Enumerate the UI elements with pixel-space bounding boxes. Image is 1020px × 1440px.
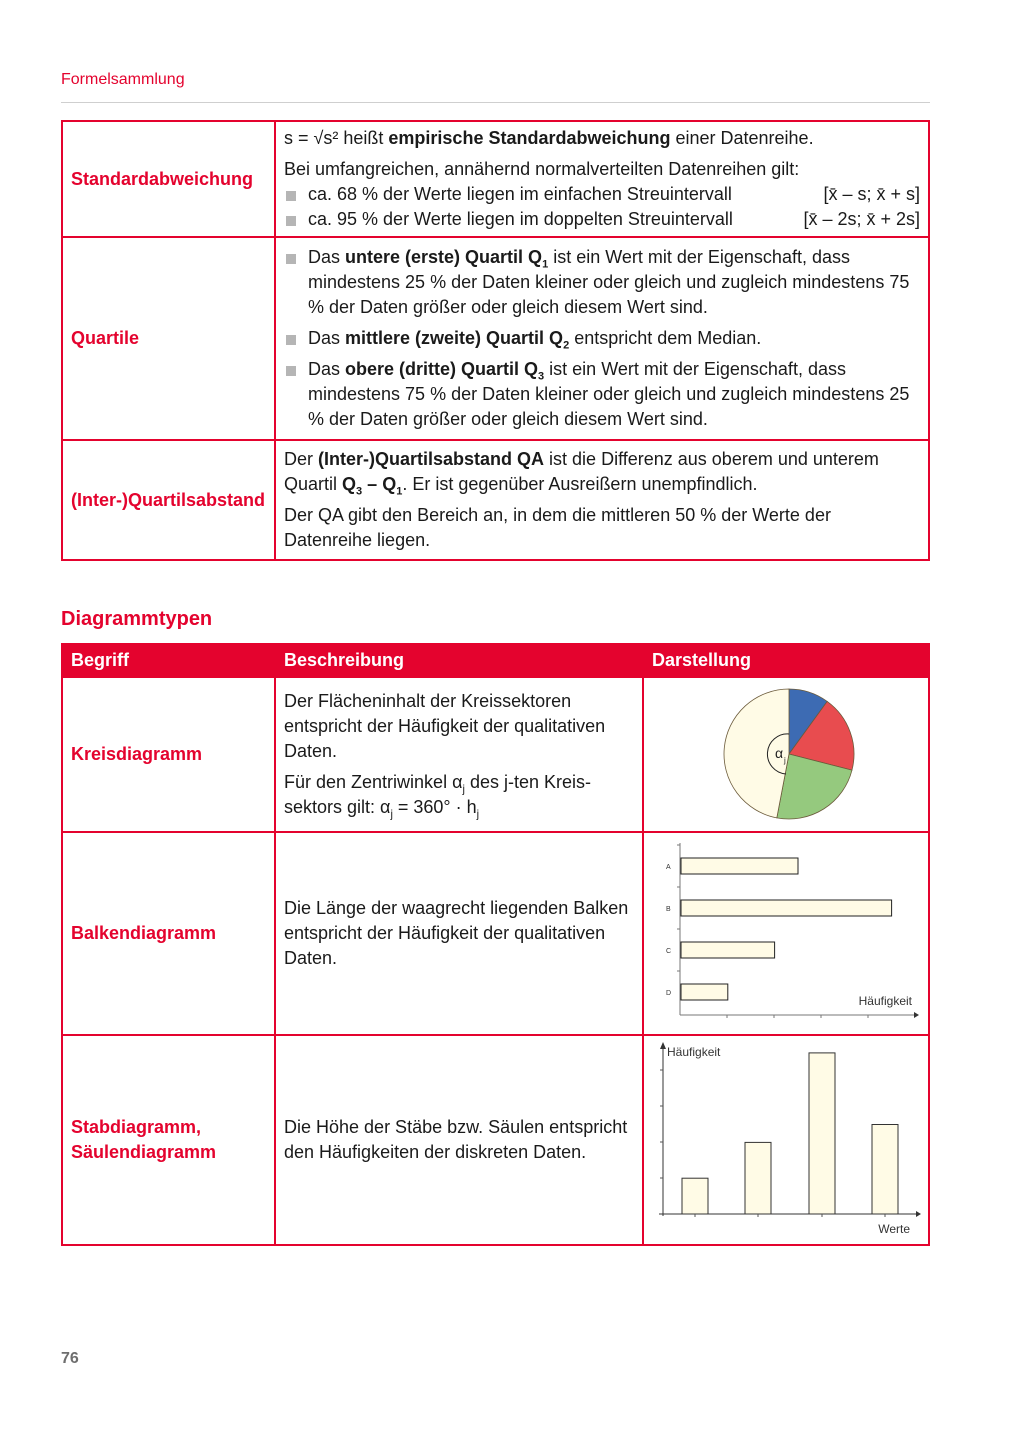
definition-text: Der (Inter-)Quartilsabstand QA ist die Differenz aus oberem und unterem Quartil $Q_3 - Q_1$. Er ist gegenüber Ausreißern unempfindlich. bbox=[284, 449, 879, 498]
term-balkendiagramm: Balkendiagramm bbox=[62, 832, 275, 1035]
table-row bbox=[62, 677, 929, 832]
y-axis-arrow bbox=[660, 1042, 666, 1049]
column-bar-1 bbox=[682, 1178, 708, 1214]
bar-C bbox=[681, 942, 775, 958]
term-saeulendiagramm: Stabdiagramm, Säulendiagramm bbox=[62, 1035, 275, 1245]
column-header-beschreibung: Beschreibung bbox=[275, 644, 643, 677]
bar-B bbox=[681, 900, 892, 916]
x-axis-arrow bbox=[914, 1012, 919, 1018]
bar-A bbox=[681, 858, 798, 874]
interval: [x̄ – s; x̄ + s] bbox=[823, 184, 920, 204]
category-label: B bbox=[666, 906, 671, 913]
term-standardabweichung: Standardabweichung bbox=[62, 121, 275, 237]
column-chart bbox=[644, 1036, 931, 1237]
running-head: Formelsammlung bbox=[61, 71, 185, 88]
table-header-row bbox=[62, 644, 929, 677]
bar-chart-cell bbox=[643, 832, 929, 1035]
term-quartilsabstand: (Inter-)Quartilsabstand bbox=[62, 440, 275, 560]
list-item: Das obere (dritte) Quartil $Q_3$ ist ein Wert mit der Eigenschaft, dass mindestens 75 % der Daten kleiner oder gleich und zugleich mindestens 25 % der Daten größer oder gleich diesem Wert sind. bbox=[284, 357, 920, 432]
category-label: A bbox=[666, 864, 671, 871]
x-axis-label: Werte bbox=[878, 1222, 910, 1236]
diagram-types-table bbox=[61, 643, 930, 1246]
category-label: C bbox=[666, 948, 672, 955]
x-axis-label: Häufigkeit bbox=[858, 994, 912, 1008]
column-bar-3 bbox=[809, 1053, 835, 1214]
bullet-list bbox=[284, 182, 920, 232]
angle-label-sub: j bbox=[784, 756, 786, 765]
pie-chart-cell bbox=[643, 677, 929, 832]
column-bar-4 bbox=[872, 1125, 898, 1215]
definition-text: s = √s² heißt empirische Standardabweichung einer Datenreihe. bbox=[284, 128, 814, 148]
category-label: D bbox=[666, 990, 672, 997]
x-axis-arrow bbox=[916, 1211, 921, 1217]
description-cell bbox=[275, 440, 929, 560]
angle-label: α bbox=[775, 745, 784, 761]
list-item: Das untere (erste) Quartil $Q_1$ ist ein Wert mit der Eigenschaft, dass mindestens 25 % der Daten kleiner oder gleich und zugleich mindestens 75 % der Daten größer oder gleich diesem Wert sind. bbox=[284, 245, 920, 320]
intro-text: Bei umfangreichen, annähernd normalverteilten Datenreihen gilt: bbox=[284, 159, 800, 179]
list-item: ca. 95 % der Werte liegen im doppelten Streuintervall [x̄ – 2s; x̄ + 2s] bbox=[284, 207, 920, 232]
table-row bbox=[62, 440, 929, 560]
bullet-list bbox=[284, 245, 920, 432]
list-item: ca. 68 % der Werte liegen im einfachen Streuintervall [x̄ – s; x̄ + s] bbox=[284, 182, 920, 207]
bar-D bbox=[681, 984, 728, 1000]
column-bar-2 bbox=[745, 1142, 771, 1214]
description-cell: Die Höhe der Stäbe bzw. Säulen entspricht den Häufigkeiten der diskreten Daten. bbox=[275, 1035, 643, 1245]
description-cell bbox=[275, 121, 929, 237]
section-title: Diagrammtypen bbox=[61, 608, 213, 630]
header-divider bbox=[61, 102, 930, 103]
pie-chart bbox=[644, 678, 931, 824]
description-cell bbox=[275, 237, 929, 440]
term-quartile: Quartile bbox=[62, 237, 275, 440]
table-row bbox=[62, 1035, 929, 1245]
formula-table bbox=[61, 120, 930, 561]
description-cell: Die Länge der waagrecht liegenden Balken entspricht der Häufigkeit der qualitativen Daten. bbox=[275, 832, 643, 1035]
definition-text: Der QA gibt den Bereich an, in dem die mittleren 50 % der Werte der Datenreihe liegen. bbox=[284, 505, 831, 550]
description-cell: Der Flächeninhalt der Kreissektoren entspricht der Häufigkeit der qualitativen Daten. Für den Zentriwinkel $\alpha_j$ des j-ten Kreissektors gilt: $\alpha_j = 360^\circ \cdot h_j$ bbox=[275, 677, 643, 832]
column-header-darstellung: Darstellung bbox=[643, 644, 929, 677]
column-header-begriff: Begriff bbox=[62, 644, 275, 677]
page-number: 76 bbox=[61, 1350, 79, 1367]
term-kreisdiagramm: Kreisdiagramm bbox=[62, 677, 275, 832]
y-axis-label: Häufigkeit bbox=[667, 1045, 721, 1059]
list-item: Das mittlere (zweite) Quartil $Q_2$ entspricht dem Median. bbox=[284, 326, 920, 351]
table-row bbox=[62, 237, 929, 440]
table-row bbox=[62, 832, 929, 1035]
column-chart-cell bbox=[643, 1035, 929, 1245]
interval: [x̄ – 2s; x̄ + 2s] bbox=[803, 209, 920, 229]
horizontal-bar-chart bbox=[644, 833, 931, 1027]
table-row bbox=[62, 121, 929, 237]
